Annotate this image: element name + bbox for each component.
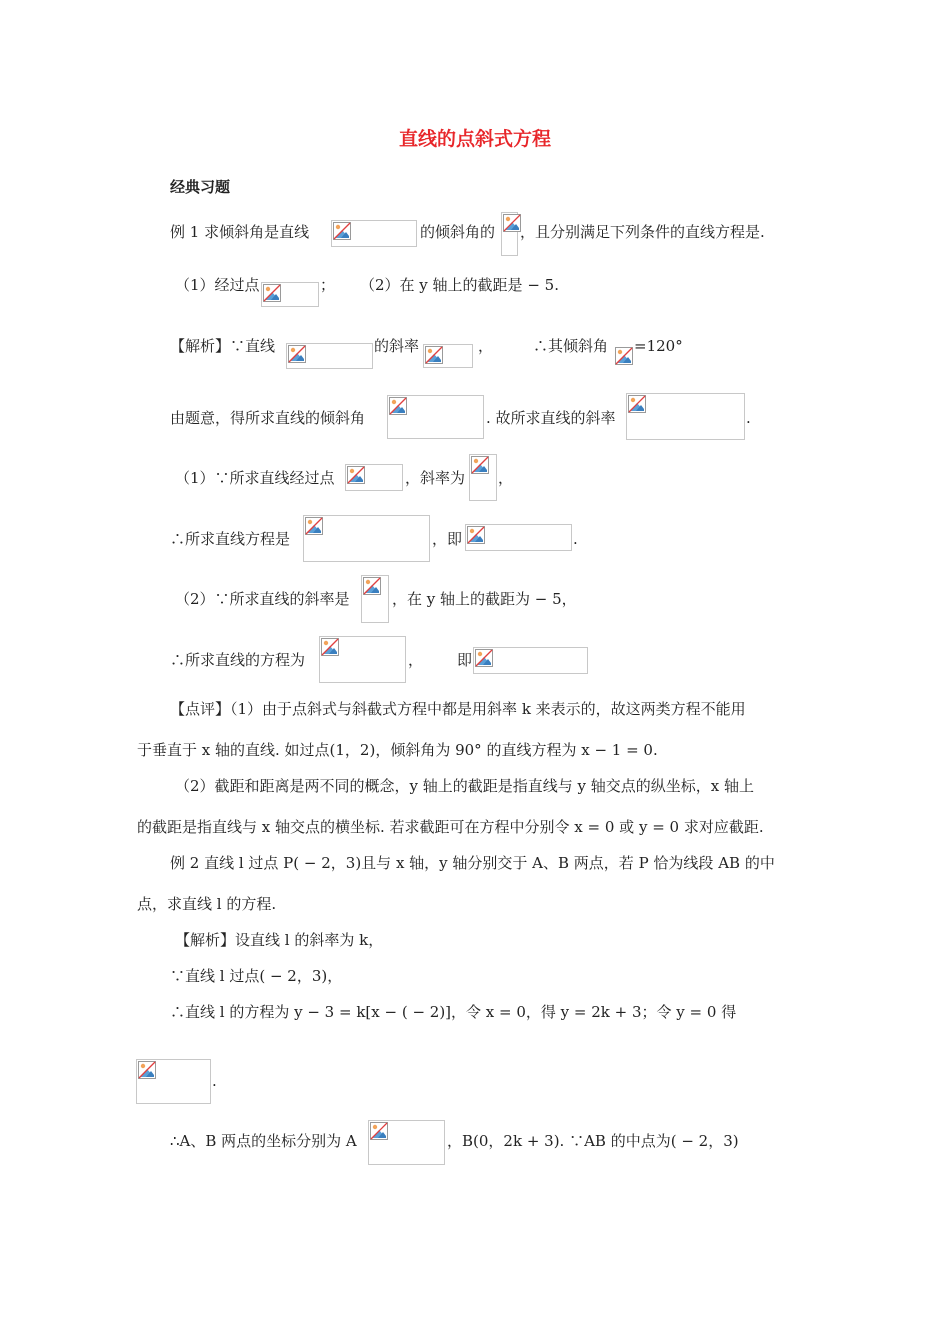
image-placeholder-icon	[615, 347, 633, 365]
formula-image	[136, 1059, 211, 1104]
ex1-text: （2）在 y 轴上的截距是 − 5.	[360, 276, 559, 294]
formula-image	[501, 212, 518, 256]
formula-image	[473, 647, 588, 674]
ex1-text: ，即	[432, 530, 463, 548]
ex1-text: 例 1 求倾斜角是直线	[170, 223, 310, 241]
ex1-text: 的倾斜角的	[420, 223, 496, 241]
page-title: 直线的点斜式方程	[398, 128, 551, 150]
image-placeholder-icon	[467, 526, 485, 544]
section-heading: 经典习题	[170, 178, 231, 196]
formula-image	[331, 220, 417, 247]
ex1-text: ，	[408, 651, 424, 669]
comment-text: （2）截距和距离是两不同的概念，y 轴上的截距是指直线与 y 轴交点的纵坐标，x 轴上	[175, 777, 755, 795]
image-placeholder-icon	[347, 466, 365, 484]
image-placeholder-icon	[471, 456, 489, 474]
ex2-text: ∵直线 l 过点( − 2，3)，	[170, 967, 343, 985]
ex2-text: 【解析】设直线 l 的斜率为 k，	[175, 931, 384, 949]
formula-image	[469, 454, 497, 501]
image-placeholder-icon	[305, 517, 323, 535]
ex1-text: （2）∵所求直线的斜率是	[175, 590, 350, 608]
ex2-text: ，B(0，2k + 3). ∵AB 的中点为( − 2，3)	[447, 1132, 739, 1150]
formula-image	[387, 395, 484, 439]
ex1-text: ；	[320, 276, 336, 294]
ex1-text: ，	[498, 469, 514, 487]
ex1-text: ，在 y 轴上的截距为 − 5，	[392, 590, 577, 608]
ex2-text: 例 2 直线 l 过点 P( − 2，3)且与 x 轴，y 轴分别交于 A、B 两点，若 P 恰为线段 AB 的中	[170, 854, 775, 872]
ex1-text: ，	[478, 337, 494, 355]
ex1-text: ∴其倾斜角	[533, 337, 609, 355]
ex2-text: ∴A、B 两点的坐标分别为 A	[170, 1132, 357, 1150]
formula-image	[368, 1120, 445, 1165]
formula-image	[261, 282, 319, 307]
ex2-text: .	[212, 1072, 217, 1090]
formula-image	[465, 524, 572, 551]
image-placeholder-icon	[138, 1061, 156, 1079]
ex2-text: 点，求直线 l 的方程.	[137, 895, 277, 913]
comment-text: 于垂直于 x 轴的直线. 如过点(1，2)，倾斜角为 90° 的直线方程为 x − 1 = 0.	[137, 741, 658, 759]
ex1-text: ，且分别满足下列条件的直线方程是.	[520, 223, 765, 241]
image-placeholder-icon	[370, 1122, 388, 1140]
ex1-text: 由题意，得所求直线的倾斜角	[170, 409, 366, 427]
ex2-text: ∴直线 l 的方程为 y − 3 = k[x − ( − 2)]，令 x = 0，得 y = 2k + 3；令 y = 0 得	[170, 1003, 737, 1021]
image-placeholder-icon	[263, 284, 281, 302]
image-placeholder-icon	[333, 222, 351, 240]
formula-image	[303, 515, 430, 562]
formula-image	[286, 343, 373, 369]
ex1-text: .	[746, 409, 751, 427]
formula-image	[626, 393, 745, 440]
ex1-text: ∴所求直线的方程为	[170, 651, 306, 669]
image-placeholder-icon	[475, 649, 493, 667]
formula-image	[361, 575, 389, 623]
ex1-text: =120°	[634, 337, 683, 355]
ex1-text: . 故所求直线的斜率	[486, 409, 616, 427]
ex1-text: 即	[457, 651, 473, 669]
image-placeholder-icon	[628, 395, 646, 413]
comment-text: 【点评】（1）由于点斜式与斜截式方程中都是用斜率 k 来表示的，故这两类方程不能用	[170, 700, 746, 718]
formula-image	[423, 344, 473, 368]
ex1-text: 的斜率	[374, 337, 420, 355]
formula-image	[345, 464, 403, 491]
ex1-text: （1）∵所求直线经过点	[175, 469, 335, 487]
ex1-text: 【解析】∵直线	[170, 337, 276, 355]
formula-image	[615, 347, 633, 365]
image-placeholder-icon	[389, 397, 407, 415]
ex1-text: .	[573, 530, 578, 548]
ex1-text: （1）经过点	[175, 276, 260, 294]
image-placeholder-icon	[425, 346, 443, 364]
image-placeholder-icon	[321, 638, 339, 656]
formula-image	[319, 636, 406, 683]
comment-text: 的截距是指直线与 x 轴交点的横坐标. 若求截距可在方程中分别令 x = 0 或 y = 0 求对应截距.	[137, 818, 764, 836]
ex1-text: ，斜率为	[405, 469, 466, 487]
image-placeholder-icon	[503, 214, 521, 232]
ex1-text: ∴所求直线方程是	[170, 530, 291, 548]
image-placeholder-icon	[363, 577, 381, 595]
image-placeholder-icon	[288, 345, 306, 363]
